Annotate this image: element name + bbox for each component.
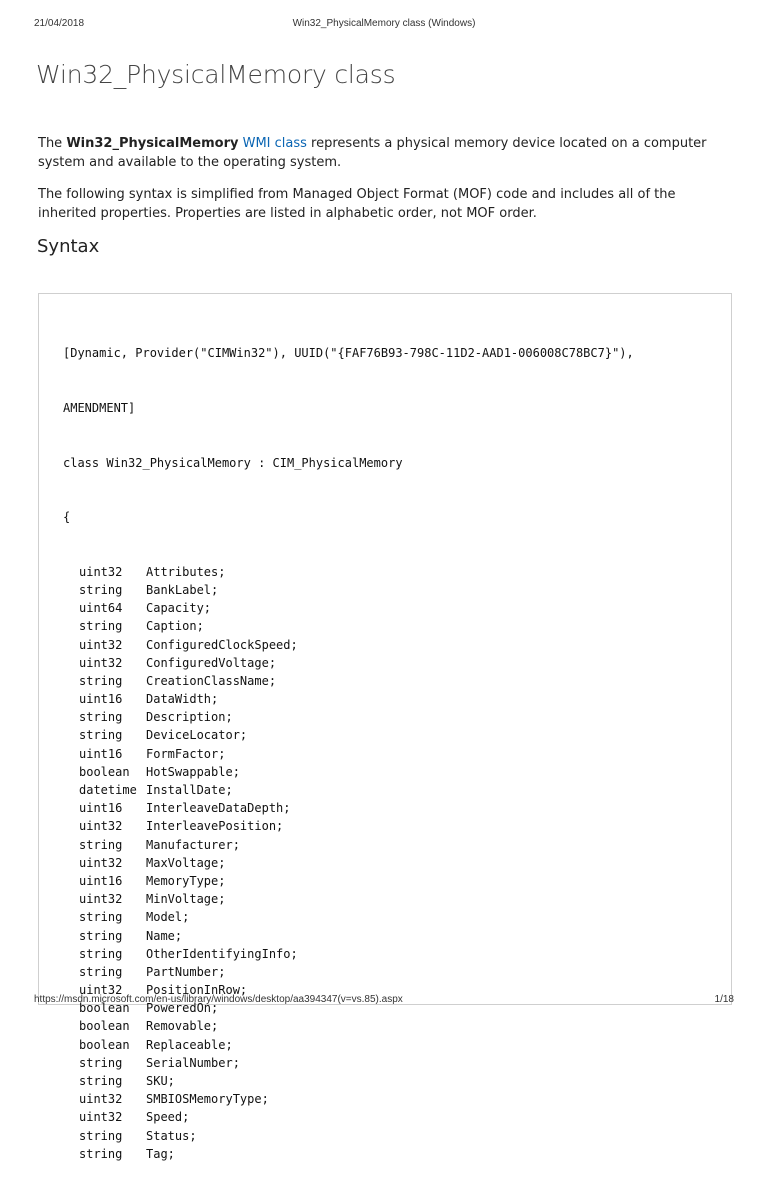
intro-paragraph [38, 134, 738, 172]
code-property-line [63, 963, 634, 981]
property-type: uint32 [79, 1092, 123, 1107]
code-property-line [63, 890, 634, 908]
property-type: string [79, 1055, 123, 1070]
property-name: FormFactor; [146, 746, 226, 761]
property-name: OtherIdentifyingInfo; [146, 946, 298, 961]
property-name: SerialNumber; [146, 1055, 240, 1070]
class-name: Win32_PhysicalMemory [66, 136, 239, 151]
code-property-line [63, 872, 634, 890]
property-type: boolean [79, 764, 130, 779]
property-type: uint32 [79, 564, 123, 579]
property-name: Name; [146, 928, 183, 943]
code-property-line [63, 854, 634, 872]
property-name: InstallDate; [146, 783, 233, 798]
property-type: uint32 [79, 655, 123, 670]
property-name: Caption; [146, 619, 204, 634]
wmi-class-link[interactable]: WMI class [242, 136, 307, 151]
property-name: PartNumber; [146, 964, 226, 979]
code-property-line [63, 563, 634, 581]
property-list [63, 563, 634, 1163]
property-type: string [79, 619, 123, 634]
property-name: Removable; [146, 1019, 219, 1034]
code-property-line [63, 1108, 634, 1126]
code-property-line [63, 799, 634, 817]
property-name: MemoryType; [146, 873, 226, 888]
property-name: SKU; [146, 1074, 175, 1089]
code-property-line [63, 1017, 634, 1035]
property-type: boolean [79, 1001, 130, 1016]
property-type: boolean [79, 1037, 130, 1052]
print-date: 21/04/2018 [34, 18, 85, 29]
property-name: Model; [146, 910, 190, 925]
property-type: string [79, 837, 123, 852]
code-property-line [63, 1054, 634, 1072]
property-name: MaxVoltage; [146, 855, 226, 870]
property-name: MinVoltage; [146, 892, 226, 907]
property-name: Capacity; [146, 601, 212, 616]
property-type: uint32 [79, 819, 123, 834]
intro-suffix: represents a physical memory device located on a computer system and available to the operating system. [38, 136, 707, 170]
property-name: Attributes; [146, 564, 226, 579]
property-type: string [79, 582, 123, 597]
property-name: DataWidth; [146, 692, 219, 707]
code-open-brace: { [63, 510, 71, 525]
property-type: uint32 [79, 637, 123, 652]
code-property-line [63, 617, 634, 635]
property-type: string [79, 673, 123, 688]
property-type: uint64 [79, 601, 123, 616]
code-property-line [63, 763, 634, 781]
property-type: string [79, 1074, 123, 1089]
property-name: PositionInRow; [146, 983, 248, 998]
code-property-line [63, 745, 634, 763]
code-block [38, 293, 732, 1161]
code-content [63, 308, 634, 1199]
code-property-line [63, 817, 634, 835]
property-type: string [79, 910, 123, 925]
property-name: InterleaveDataDepth; [146, 801, 291, 816]
code-property-line [63, 1145, 634, 1163]
code-property-line [63, 781, 634, 799]
property-name: SMBIOSMemoryType; [146, 1092, 269, 1107]
property-type: string [79, 1128, 123, 1143]
property-name: DeviceLocator; [146, 728, 248, 743]
code-property-line [63, 1036, 634, 1054]
property-type: boolean [79, 1019, 130, 1034]
code-property-line [63, 672, 634, 690]
property-name: ConfiguredClockSpeed; [146, 637, 298, 652]
code-property-line [63, 945, 634, 963]
code-property-line [63, 581, 634, 599]
property-type: string [79, 946, 123, 961]
syntax-description-paragraph: The following syntax is simplified from Managed Object Format (MOF) code and includes all of the inherited properties. Properties are listed in alphabetic order, not MOF order. [38, 187, 676, 221]
property-type: uint16 [79, 801, 123, 816]
code-property-line [63, 1127, 634, 1145]
property-name: Manufacturer; [146, 837, 240, 852]
code-property-line [63, 599, 634, 617]
property-name: Description; [146, 710, 233, 725]
code-property-line [63, 836, 634, 854]
code-property-line [63, 908, 634, 926]
code-property-line [63, 636, 634, 654]
print-footer [0, 994, 768, 1014]
code-qualifier-line: AMENDMENT] [63, 401, 136, 415]
property-type: string [79, 964, 123, 979]
property-name: CreationClassName; [146, 673, 277, 688]
code-property-line [63, 690, 634, 708]
property-type: datetime [79, 783, 137, 798]
property-name: HotSwappable; [146, 764, 240, 779]
property-name: PoweredOn; [146, 1001, 219, 1016]
property-name: Replaceable; [146, 1037, 233, 1052]
property-type: string [79, 928, 123, 943]
property-type: string [79, 728, 123, 743]
code-property-line [63, 708, 634, 726]
code-class-declaration: class Win32_PhysicalMemory : CIM_PhysicalMemory [63, 455, 403, 470]
intro-prefix: The [38, 136, 67, 151]
property-name: Tag; [146, 1146, 175, 1161]
code-property-line [63, 1072, 634, 1090]
property-name: Speed; [146, 1110, 190, 1125]
property-name: ConfiguredVoltage; [146, 655, 277, 670]
code-property-line [63, 726, 634, 744]
print-title: Win32_PhysicalMemory class (Windows) [292, 18, 476, 29]
property-type: uint32 [79, 1110, 123, 1125]
property-type: uint32 [79, 855, 123, 870]
page-title: Win32_PhysicalMemory class [36, 60, 396, 89]
property-type: uint16 [79, 746, 123, 761]
property-name: BankLabel; [146, 582, 219, 597]
page-number: 1/18 [714, 994, 734, 1005]
page-url: https://msdn.microsoft.com/en-us/library/windows/desktop/aa394347(v=vs.85).aspx [34, 994, 403, 1005]
code-property-line [63, 927, 634, 945]
property-name: Status; [146, 1128, 197, 1143]
print-header [0, 0, 768, 40]
property-type: uint16 [79, 692, 123, 707]
property-type: uint32 [79, 983, 123, 998]
code-property-line [63, 1090, 634, 1108]
syntax-heading: Syntax [37, 236, 100, 257]
property-name: InterleavePosition; [146, 819, 284, 834]
property-type: string [79, 710, 123, 725]
property-type: string [79, 1146, 123, 1161]
property-type: uint16 [79, 873, 123, 888]
code-qualifier-line: [Dynamic, Provider("CIMWin32"), UUID("{FAF76B93-798C-11D2-AAD1-006008C78BC7}"), [63, 346, 634, 361]
property-type: uint32 [79, 892, 123, 907]
code-property-line [63, 654, 634, 672]
